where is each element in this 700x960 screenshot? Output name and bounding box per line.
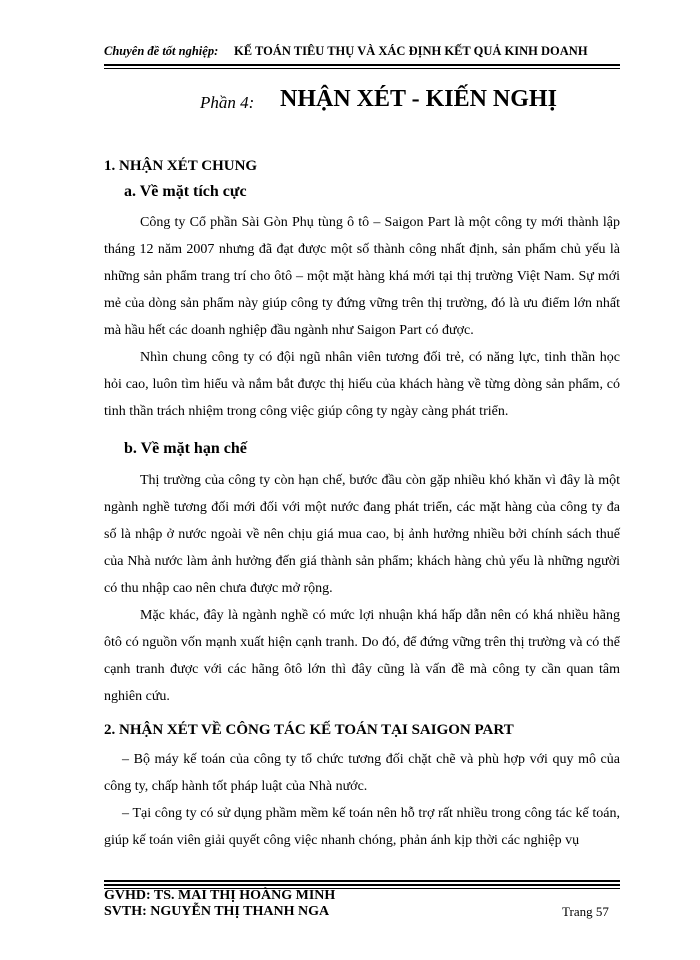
part-label: Phần 4: [200, 93, 255, 112]
section-1-heading: 1. NHẬN XÉT CHUNG [104, 158, 258, 174]
part-heading: NHẬN XÉT - KIẾN NGHỊ [280, 86, 557, 112]
list-item: – Bộ máy kế toán của công ty tổ chức tương đối chặt chẽ và phù hợp với quy mô của công ty, chấp hành tốt pháp luật của Nhà nước. [104, 752, 620, 794]
footer-rule [104, 884, 620, 886]
header-rule-thick [104, 64, 620, 66]
paragraph: Công ty Cổ phần Sài Gòn Phụ tùng ô tô – Saigon Part là một công ty mới thành lập tháng 12 năm 2007 nhưng đã đạt được một số thành công nhất định, sản phẩm chủ yếu là những sản phẩm trang trí cho ôtô – một mặt hàng khá mới tại thị trường Việt Nam. Sự mới mẻ của dòng sản phẩm này giúp công ty đứng vững trên thị trường, đó là ưu điểm lớn nhất mà hầu hết các doanh nghiệp đầu ngành như Saigon Part có được. [104, 215, 620, 338]
page-number: Trang 57 [562, 904, 609, 919]
paragraph: Thị trường của công ty còn hạn chế, bước đầu còn gặp nhiều khó khăn vì đây là một ngành nghề tương đối mới đối với một nước đang phát triển, các mặt hàng của công ty đa số là nhập ở nước ngoài về nên chịu giá mua cao, bị ảnh hưởng nhiều bởi chính sách thuế của Nhà nước làm ảnh hưởng đến giá thành sản phẩm; khách hàng chủ yếu là những người có thu nhập cao nên chưa được mở rộng. [104, 473, 620, 596]
paragraph: Mặc khác, đây là ngành nghề có mức lợi nhuận khá hấp dẫn nên có khá nhiều hãng ôtô có nguồn vốn mạnh xuất hiện cạnh tranh. Do đó, để đứng vững trên thị trường và có thể cạnh tranh được với các hãng ôtô lớn thì đây cũng là vấn đề mà công ty cần quan tâm nghiên cứu. [104, 608, 620, 704]
section-2-heading: 2. NHẬN XÉT VỀ CÔNG TÁC KẾ TOÁN TẠI SAIGON PART [104, 722, 514, 738]
paragraph: Nhìn chung công ty có đội ngũ nhân viên tương đối trẻ, có năng lực, tinh thần học hỏi cao, luôn tìm hiểu và nắm bắt được thị hiếu của khách hàng về từng dòng sản phẩm, có tinh thần trách nhiệm trong công việc giúp công ty ngày càng phát triển. [104, 350, 620, 419]
header-left: Chuyên đề tốt nghiệp: [104, 44, 219, 58]
footer-rule [104, 880, 620, 882]
running-header [104, 40, 620, 64]
subsection-a-heading: a. Về mặt tích cực [124, 183, 247, 200]
header-rule-thin [104, 68, 620, 69]
footer-advisor: GVHD: TS. MAI THỊ HOÀNG MINH [104, 888, 336, 903]
header-right: KẾ TOÁN TIÊU THỤ VÀ XÁC ĐỊNH KẾT QUẢ KINH DOANH [234, 44, 588, 58]
footer-student: SVTH: NGUYỄN THỊ THANH NGA [104, 904, 330, 919]
list-item: – Tại công ty có sử dụng phầm mềm kế toán nên hỗ trợ rất nhiều trong công tác kế toán, giúp kế toán viên giải quyết công việc nhanh chóng, phản ánh kịp thời các nghiệp vụ [104, 806, 620, 848]
subsection-b-heading: b. Về mặt hạn chế [124, 440, 247, 457]
